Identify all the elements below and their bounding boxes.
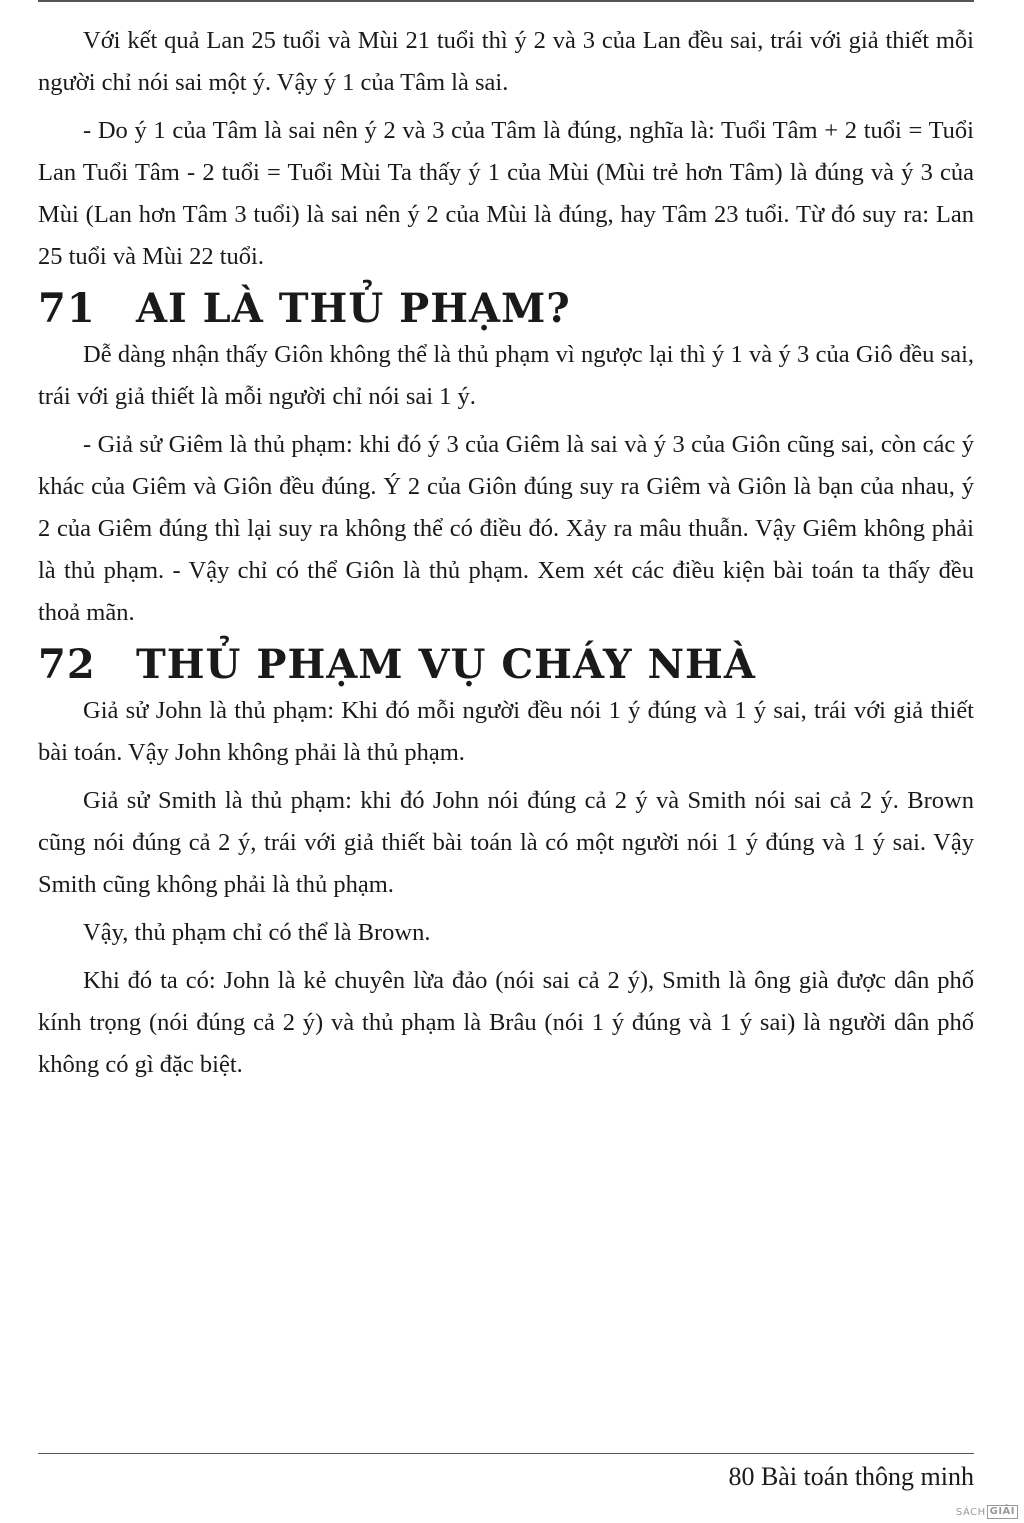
footer-rule — [38, 1453, 974, 1454]
paragraph: Giả sử John là thủ phạm: Khi đó mỗi người đều nói 1 ý đúng và 1 ý sai, trái với giả thiết bài toán. Vậy John không phải là thủ phạm. — [38, 697, 974, 766]
section-heading-71 — [38, 284, 974, 334]
top-rule — [38, 0, 974, 2]
section-heading-72 — [38, 640, 974, 690]
paragraph: Dễ dàng nhận thấy Giôn không thể là thủ phạm vì ngược lại thì ý 1 và ý 3 của Giô đều sai, trái với giả thiết là mỗi người chỉ nói sai 1 ý. — [38, 341, 974, 410]
page-content — [38, 20, 974, 1092]
section-number: 72 — [38, 641, 96, 688]
paragraph: Giả sử Smith là thủ phạm: khi đó John nói đúng cả 2 ý và Smith nói sai cả 2 ý. Brown cũng nói đúng cả 2 ý, trái với giả thiết bài toán là có một người nói 1 ý đúng và 1 ý sai. Vậy Smith cũng không phải là thủ phạm. — [38, 787, 974, 898]
watermark-box: GIẢI — [987, 1505, 1018, 1519]
paragraph: - Do ý 1 của Tâm là sai nên ý 2 và 3 của Tâm là đúng, nghĩa là: Tuổi Tâm + 2 tuổi = Tuổi Lan Tuổi Tâm - 2 tuổi = Tuổi Mùi Ta thấy ý 1 của Mùi (Mùi trẻ hơn Tâm) là đúng và ý 3 của Mùi (Lan hơn Tâm 3 tuổi) là sai nên ý 2 của Mùi là đúng, hay Tâm 23 tuổi. Từ đó suy ra: Lan 25 tuổi và Mùi 22 tuổi. — [38, 117, 974, 270]
paragraph: Khi đó ta có: John là kẻ chuyên lừa đảo (nói sai cả 2 ý), Smith là ông già được dân phố kính trọng (nói đúng cả 2 ý) và thủ phạm là Brâu (nói 1 ý đúng và 1 ý sai) là người dân phố không có gì đặc biệt. — [38, 967, 974, 1078]
section-number: 71 — [38, 285, 96, 332]
paragraph: Vậy, thủ phạm chỉ có thể là Brown. — [83, 919, 431, 946]
footer-book-title: 80 Bài toán thông minh — [728, 1462, 974, 1491]
paragraph: Với kết quả Lan 25 tuổi và Mùi 21 tuổi thì ý 2 và 3 của Lan đều sai, trái với giả thiết mỗi người chỉ nói sai một ý. Vậy ý 1 của Tâm là sai. — [38, 27, 974, 96]
watermark-logo — [956, 1505, 1018, 1519]
watermark-text: SÁCH — [955, 1506, 986, 1518]
section-title: AI LÀ THỦ PHẠM? — [136, 285, 571, 332]
section-title: THỦ PHẠM VỤ CHÁY NHÀ — [136, 641, 756, 688]
paragraph: - Giả sử Giêm là thủ phạm: khi đó ý 3 của Giêm là sai và ý 3 của Giôn cũng sai, còn các ý khác của Giêm và Giôn đều đúng. Ý 2 của Giôn đúng suy ra Giêm và Giôn là bạn của nhau, ý 2 của Giêm đúng thì lại suy ra không thể có điều đó. Xảy ra mâu thuẫn. Vậy Giêm không phải là thủ phạm. - Vậy chỉ có thể Giôn là thủ phạm. Xem xét các điều kiện bài toán ta thấy đều thoả mãn. — [38, 431, 974, 626]
